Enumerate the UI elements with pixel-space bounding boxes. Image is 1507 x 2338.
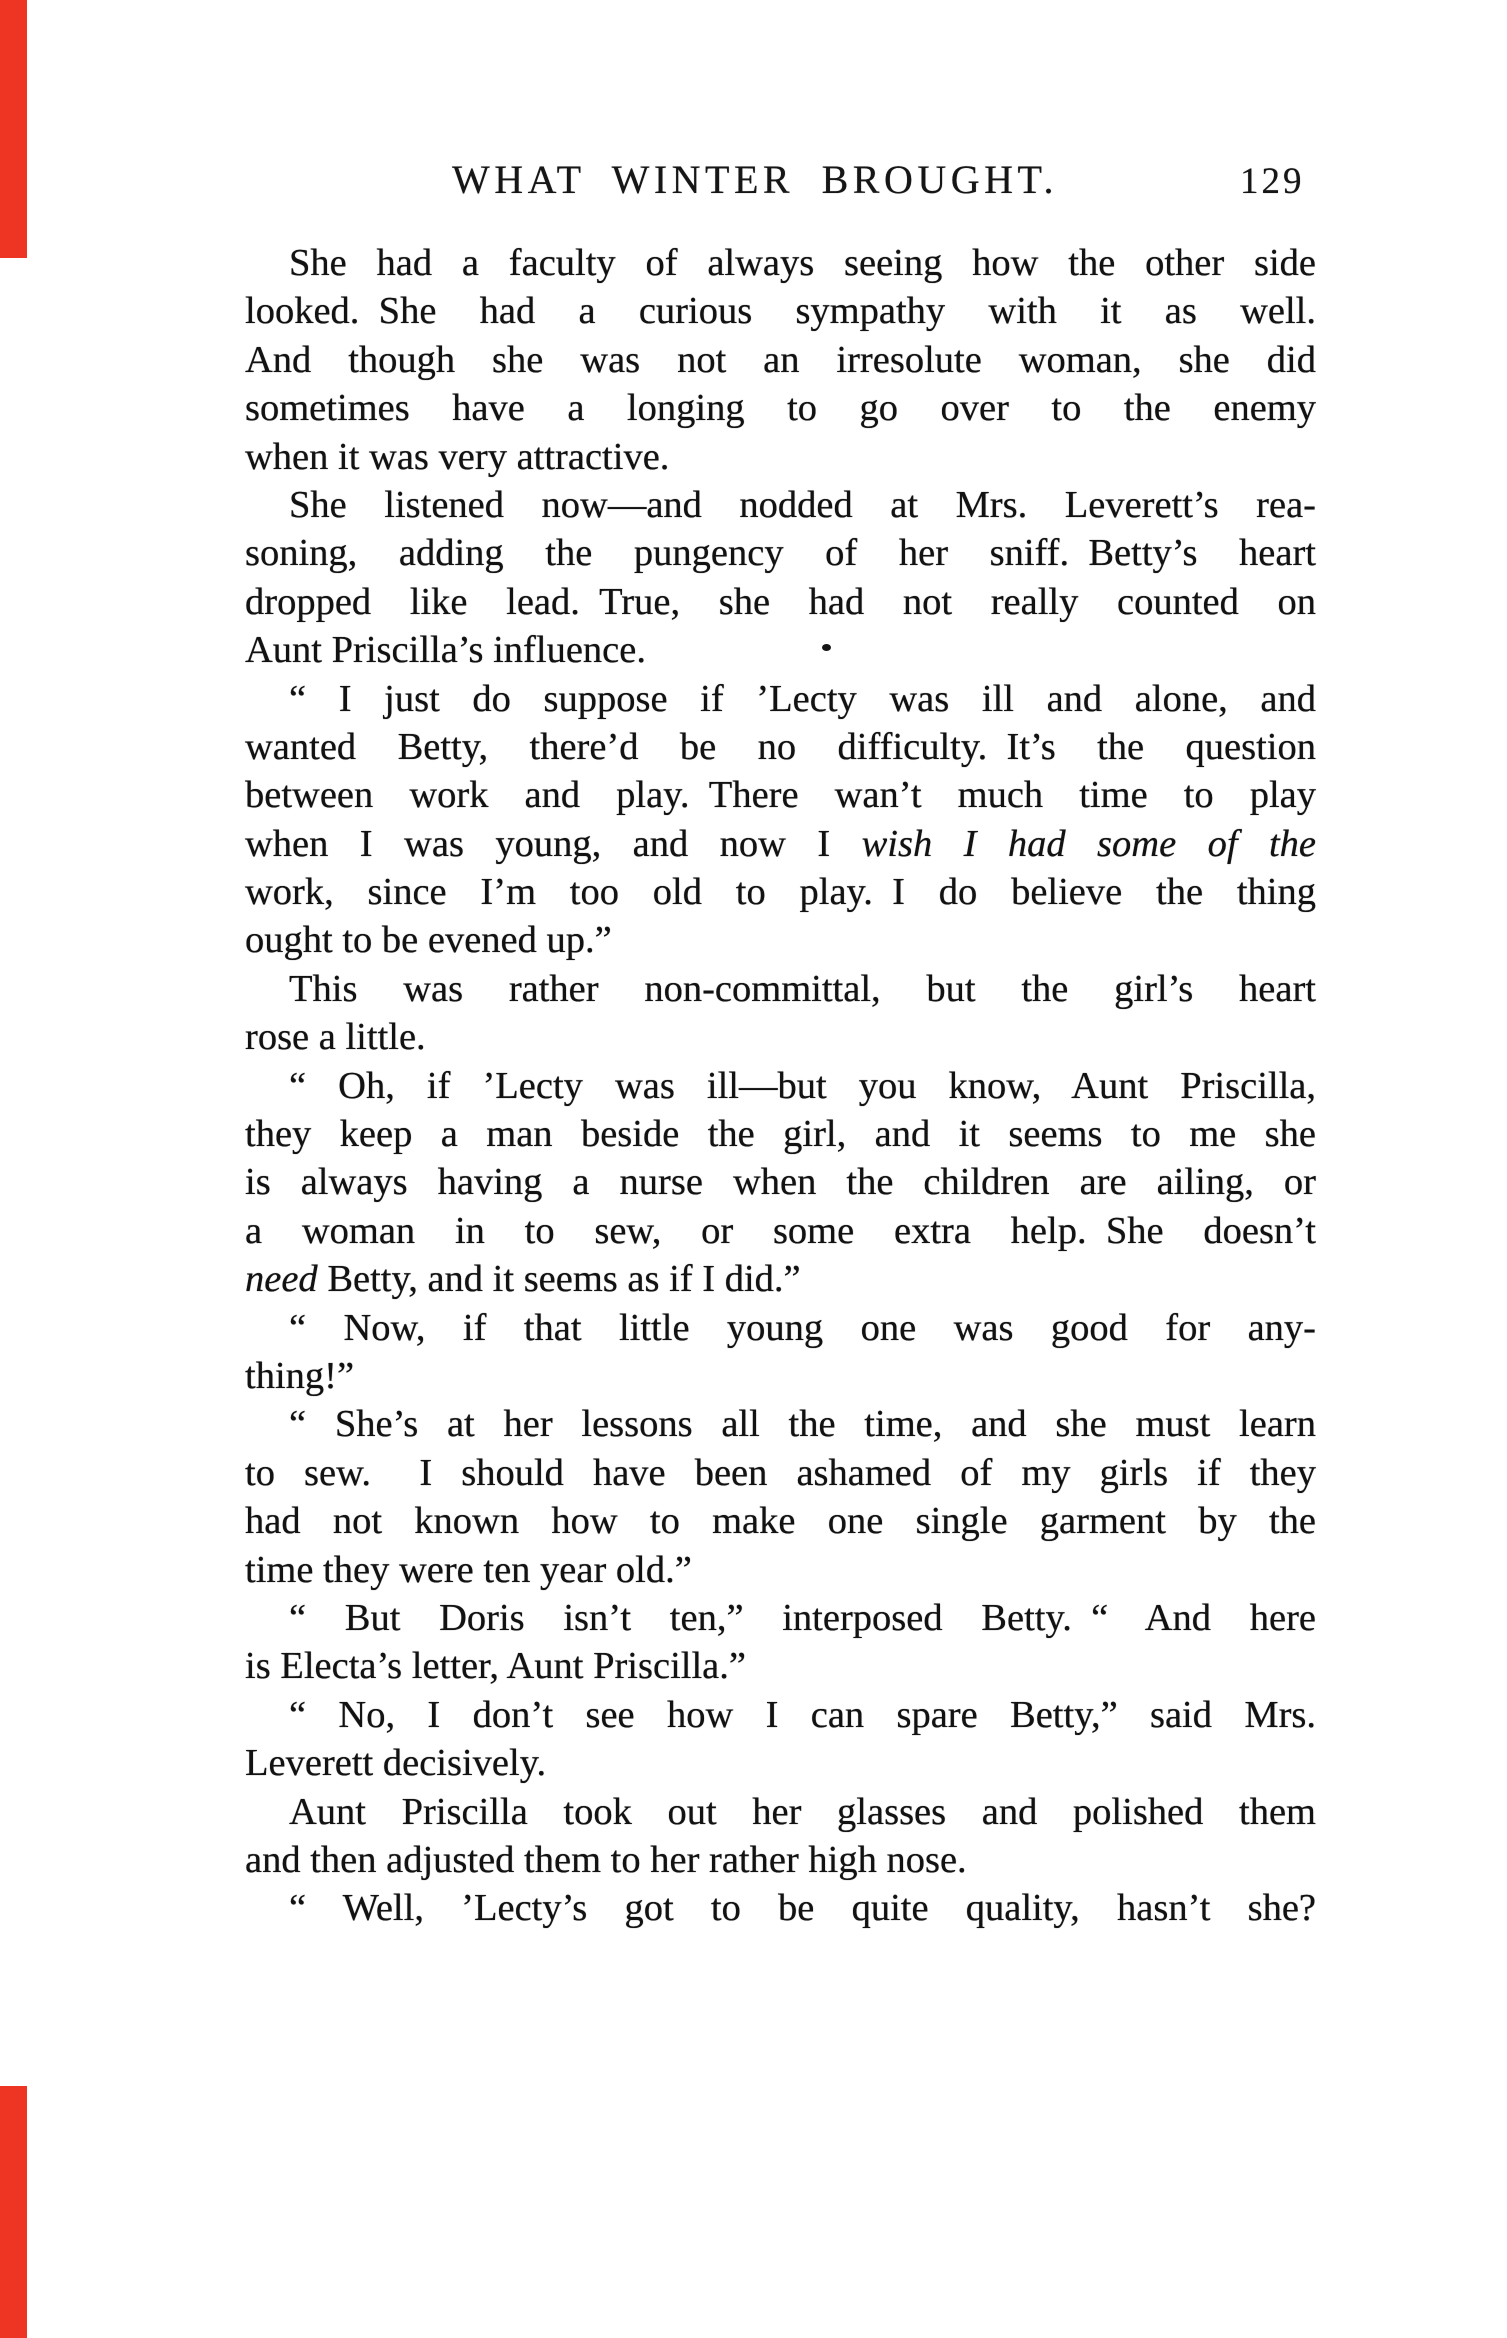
text-segment: time they were ten year old.” bbox=[245, 1548, 692, 1591]
text-segment: “ Now, if that little young one was good for any- bbox=[289, 1306, 1316, 1349]
text-line bbox=[245, 336, 1316, 384]
text-line bbox=[245, 868, 1316, 916]
text-segment: and then adjusted them to her rather high nose. bbox=[245, 1838, 967, 1881]
text-line bbox=[245, 1546, 1316, 1594]
text-segment: “ But Doris isn’t ten,” interposed Betty. “ And here bbox=[289, 1596, 1316, 1639]
text-segment: work, since I’m too old to play. I do believe the thing bbox=[245, 871, 1316, 914]
text-segment: a woman in to sew, or some extra help. She doesn’t bbox=[245, 1209, 1316, 1252]
text-segment: had not known how to make one single garment by the bbox=[245, 1500, 1316, 1543]
text-segment: Betty, and it seems as if I did.” bbox=[317, 1258, 801, 1301]
text-segment: “ Well, ’Lecty’s got to be quite quality, hasn’t she? bbox=[289, 1887, 1316, 1930]
text-line bbox=[245, 239, 1316, 287]
text-segment: She listened now—and nodded at Mrs. Leverett’s rea- bbox=[289, 483, 1316, 526]
text-line bbox=[245, 433, 1316, 481]
text-line bbox=[245, 1400, 1316, 1448]
text-line bbox=[245, 1110, 1316, 1158]
text-segment: when I was young, and now I bbox=[245, 822, 862, 865]
text-line bbox=[245, 1497, 1316, 1545]
text-line bbox=[245, 1304, 1316, 1352]
text-line bbox=[245, 384, 1316, 432]
text-line bbox=[245, 675, 1316, 723]
text-segment: soning, adding the pungency of her sniff. Betty’s heart bbox=[245, 532, 1316, 575]
text-block bbox=[245, 239, 1316, 1933]
text-line bbox=[245, 578, 1316, 626]
text-segment: rose a little. bbox=[245, 1016, 426, 1059]
text-segment: is Electa’s letter, Aunt Priscilla.” bbox=[245, 1645, 746, 1688]
red-edge-bar-top bbox=[0, 0, 27, 258]
text-line bbox=[245, 1255, 1316, 1303]
text-line bbox=[245, 1836, 1316, 1884]
text-line bbox=[245, 723, 1316, 771]
text-line bbox=[245, 965, 1316, 1013]
text-segment: “ I just do suppose if ’Lecty was ill and alone, and bbox=[289, 677, 1316, 720]
text-segment: looked. She had a curious sympathy with it as well. bbox=[245, 290, 1316, 333]
text-segment: This was rather non-committal, but the girl’s heart bbox=[289, 967, 1316, 1010]
text-segment: between work and play. There wan’t much time to play bbox=[245, 774, 1316, 817]
text-segment: And though she was not an irresolute woman, she did bbox=[245, 338, 1316, 381]
text-segment: thing!” bbox=[245, 1354, 355, 1397]
text-segment: they keep a man beside the girl, and it seems to me she bbox=[245, 1113, 1316, 1156]
italic-text: need bbox=[245, 1258, 318, 1301]
text-line bbox=[245, 916, 1316, 964]
running-title: WHAT WINTER BROUGHT. bbox=[452, 157, 1058, 202]
text-segment: to sew. I should have been ashamed of my girls if they bbox=[245, 1451, 1316, 1494]
text-line bbox=[245, 481, 1316, 529]
text-line bbox=[245, 1062, 1316, 1110]
text-line bbox=[245, 1594, 1316, 1642]
text-segment: when it was very attractive. bbox=[245, 435, 670, 478]
text-line bbox=[245, 287, 1316, 335]
text-line bbox=[245, 1739, 1316, 1787]
page-number: 129 bbox=[1240, 161, 1305, 202]
text-line bbox=[245, 1691, 1316, 1739]
text-line bbox=[245, 771, 1316, 819]
text-segment: “ No, I don’t see how I can spare Betty,” said Mrs. bbox=[289, 1693, 1316, 1736]
text-line bbox=[245, 1158, 1316, 1206]
text-segment: dropped like lead. True, she had not really counted on bbox=[245, 580, 1316, 623]
italic-text: wish I had some of the bbox=[861, 822, 1316, 865]
ink-speck bbox=[822, 644, 831, 651]
text-segment: “ Oh, if ’Lecty was ill—but you know, Aunt Priscilla, bbox=[289, 1064, 1316, 1107]
text-segment: ought to be evened up.” bbox=[245, 919, 612, 962]
text-segment: wanted Betty, there’d be no difficulty. It’s the question bbox=[245, 725, 1316, 768]
text-segment: Aunt Priscilla took out her glasses and polished them bbox=[289, 1790, 1316, 1833]
text-segment: “ She’s at her lessons all the time, and she must learn bbox=[289, 1403, 1316, 1446]
text-line bbox=[245, 820, 1316, 868]
text-line bbox=[245, 1207, 1316, 1255]
text-segment: is always having a nurse when the children are ailing, or bbox=[245, 1161, 1316, 1204]
text-segment: Leverett decisively. bbox=[245, 1742, 547, 1785]
text-segment: sometimes have a longing to go over to the enemy bbox=[245, 387, 1316, 430]
text-line bbox=[245, 529, 1316, 577]
text-segment: She had a faculty of always seeing how the other side bbox=[289, 242, 1316, 284]
text-line bbox=[245, 1352, 1316, 1400]
text-line bbox=[245, 1788, 1316, 1836]
text-line bbox=[245, 626, 1316, 674]
text-line bbox=[245, 1642, 1316, 1690]
text-line bbox=[245, 1013, 1316, 1061]
text-line bbox=[245, 1884, 1316, 1932]
text-line bbox=[245, 1449, 1316, 1497]
text-segment: Aunt Priscilla’s influence. bbox=[245, 629, 646, 672]
red-edge-bar-bottom bbox=[0, 2086, 27, 2338]
